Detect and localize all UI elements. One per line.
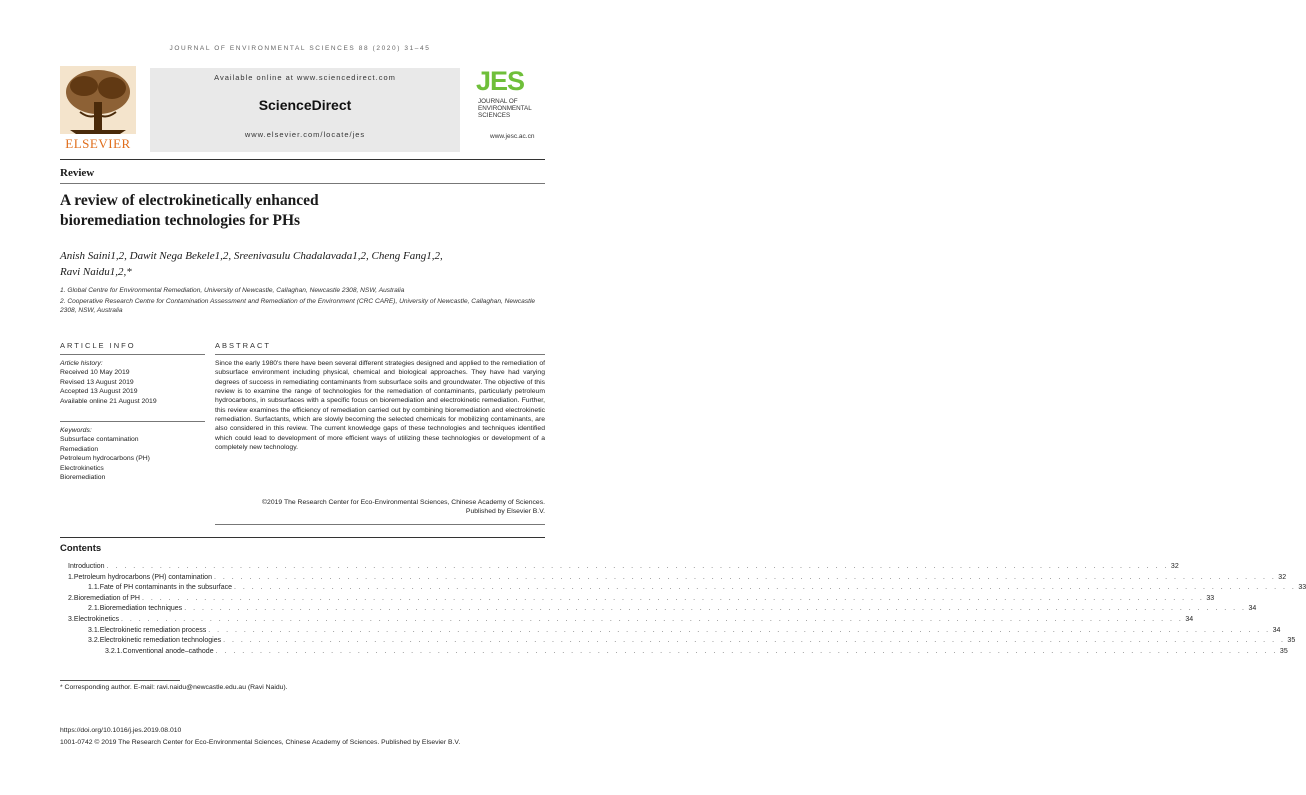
- affiliation-1: 1. Global Centre for Environmental Remediation, University of Newcastle, Callaghan, Newcastle 2308, NSW, Australia: [60, 287, 405, 294]
- toc-number: 2.: [68, 594, 74, 602]
- toc-number: 3.2.1.: [105, 647, 123, 655]
- toc-page-number: 35: [1279, 647, 1288, 655]
- abstract-heading: ABSTRACT: [215, 341, 272, 350]
- type-divider: [60, 183, 545, 184]
- toc-title: Electrokinetic remediation technologies: [99, 637, 222, 645]
- toc-leader-dots: . . . . . . . . . . . . . . . . . . . . . . . . . . . . . . . . . . . . . . . . . . . . . . . . . . . . . . . . . . . . . . . . . . . . . . . . . . . . . . . . . . . . . . . . . . . . . . . . . . . . . . . . . . . . . . . . . . . . . . . .: [106, 563, 1169, 570]
- jes-name-line: JOURNAL OF: [478, 98, 518, 105]
- jes-journal-name: [478, 98, 538, 119]
- toc-page-number: 34: [1248, 605, 1257, 613]
- contents-divider: [60, 537, 545, 538]
- available-date: Available online 21 August 2019: [60, 397, 157, 405]
- toc-title: Bioremediation of PH: [73, 594, 140, 602]
- copyright-line: ©2019 The Research Center for Eco-Environmental Sciences, Chinese Academy of Sciences.: [262, 499, 545, 506]
- toc-page-number: 32: [1170, 563, 1179, 570]
- toc-title: Fate of PH contaminants in the subsurface: [99, 584, 232, 592]
- toc-number: 2.1.: [88, 605, 100, 613]
- toc-title: Conventional anode–cathode: [122, 647, 214, 655]
- toc-entry[interactable]: [60, 647, 1288, 659]
- journal-url-link[interactable]: www.elsevier.com/locate/jes: [244, 130, 366, 139]
- available-online-text: Available online at www.sciencedirect.com: [214, 73, 396, 82]
- toc-leader-dots: . . . . . . . . . . . . . . . . . . . . . . . . . . . . . . . . . . . . . . . . . . . . . . . . . . . . . . . . . . . . . . . . . . . . . . . . . . . . . . . . . . . . . . . . . . . . . . . . . . . . . . . . . . . . . . . . . . . . . . . .: [120, 615, 1184, 623]
- article-info-heading: ARTICLE INFO: [60, 341, 136, 350]
- authors-line: Ravi Naidu1,2,*: [60, 266, 132, 278]
- affiliations: [60, 286, 545, 318]
- toc-entry[interactable]: [60, 563, 1179, 574]
- toc-leader-dots: . . . . . . . . . . . . . . . . . . . . . . . . . . . . . . . . . . . . . . . . . . . . . . . . . . . . . . . . . . . . . . . . . . . . . . . . . . . . . . . . . . . . . . . . . . . . . . . . . . . . . . . . . . . . . . . . . . . . . . . .: [142, 594, 1205, 602]
- author-list: [60, 248, 540, 280]
- history-divider: [60, 421, 205, 422]
- table-of-contents: [60, 563, 1306, 658]
- toc-entry[interactable]: [60, 573, 1287, 585]
- jes-name-line: ENVIRONMENTAL: [478, 105, 532, 112]
- keyword: Bioremediation: [60, 474, 106, 482]
- abstract-text: Since the early 1980's there have been several different strategies designed and applied to the remediation of subsurface environment including physical, chemical and biological approaches. They have had varying degrees of success in remediating contaminants from subsurface soils and groundwater. The objective of this review is to examine the range of technologies for the remediation of contaminants, particularly petroleum hydrocarbons, in subsurfaces with a specific focus on bioremediation and electrokinetic remediation. Further, this review examines the efficiency of remediation carried out by combining bioremediation and electrokinetic remediation. Surfactants, which are slowly becoming the selected chemicals for mobilizing contaminants, are also considered in this review. The current knowledge gaps of these technologies and techniques identified which could lead to development of more efficient ways of utilizing these technologies or development of a completely new technology.: [215, 360, 545, 452]
- keyword: Electrokinetics: [60, 464, 104, 472]
- copyright-line: Published by Elsevier B.V.: [465, 508, 545, 516]
- keywords-label: Keywords:: [60, 427, 92, 434]
- toc-leader-dots: . . . . . . . . . . . . . . . . . . . . . . . . . . . . . . . . . . . . . . . . . . . . . . . . . . . . . . . . . . . . . . . . . . . . . . . . . . . . . . . . . . . . . . . . . . . . . . . . . . . . . . . . . . . . . . . . . . . . . . . .: [233, 584, 1297, 592]
- toc-entry[interactable]: [60, 605, 1257, 616]
- toc-entry[interactable]: [60, 615, 1194, 627]
- keywords-block: [60, 426, 205, 482]
- toc-title: Electrokinetics: [73, 615, 119, 623]
- toc-page-number: 35: [1287, 637, 1296, 645]
- toc-page-number: 34: [1185, 615, 1194, 623]
- toc-entry[interactable]: [60, 637, 1296, 648]
- elsevier-wordmark: ELSEVIER: [65, 136, 131, 151]
- toc-entry[interactable]: [60, 626, 1281, 638]
- keyword: Subsurface contamination: [60, 436, 139, 444]
- toc-title: Bioremediation techniques: [99, 605, 183, 613]
- sciencedirect-title: ScienceDirect: [258, 97, 352, 113]
- toc-page-number: 33: [1206, 594, 1215, 602]
- toc-number: 1.: [68, 573, 74, 581]
- toc-title: Electrokinetic remediation process: [99, 626, 207, 634]
- abstract-divider: [215, 354, 545, 355]
- received-date: Received 10 May 2019: [60, 369, 130, 377]
- jes-url-link[interactable]: www.jesc.ac.cn: [490, 133, 535, 140]
- issn-copyright: 1001-0742 © 2019 The Research Center for Eco-Environmental Sciences, Chinese Academy of Sciences. Published by Elsevier B.V.: [60, 739, 461, 746]
- toc-number: 3.2.: [88, 637, 100, 645]
- toc-title: Petroleum hydrocarbons (PH) contamination: [73, 573, 212, 581]
- revised-date: Revised 13 August 2019: [60, 378, 134, 386]
- toc-leader-dots: . . . . . . . . . . . . . . . . . . . . . . . . . . . . . . . . . . . . . . . . . . . . . . . . . . . . . . . . . . . . . . . . . . . . . . . . . . . . . . . . . . . . . . . . . . . . . . . . . . . . . . . . . . . . . . . . . . . . . . . .: [184, 605, 1247, 613]
- keyword: Remediation: [60, 445, 99, 453]
- article-history: [60, 359, 205, 406]
- abstract-end-divider: [215, 524, 545, 525]
- keyword: Petroleum hydrocarbons (PH): [60, 455, 150, 463]
- authors-line: Anish Saini1,2, Dawit Nega Bekele1,2, Sreenivasulu Chadalavada1,2, Cheng Fang1,2,: [60, 250, 443, 262]
- contents-title: Contents: [60, 543, 102, 554]
- toc-number: 3.: [68, 615, 74, 623]
- toc-page-number: 34: [1272, 626, 1281, 634]
- toc-entry[interactable]: [60, 584, 1306, 595]
- title-line: bioremediation technologies for PHs: [60, 212, 301, 229]
- affiliation-2: 2. Cooperative Research Centre for Contamination Assessment and Remediation of the Environment (CRC CARE), University of Newcastle, Callaghan, Newcastle 2308, NSW, Australia: [60, 298, 536, 315]
- toc-leader-dots: . . . . . . . . . . . . . . . . . . . . . . . . . . . . . . . . . . . . . . . . . . . . . . . . . . . . . . . . . . . . . . . . . . . . . . . . . . . . . . . . . . . . . . . . . . . . . . . . . . . . . . . . . . . . . . . . . . . . . . . .: [213, 573, 1277, 581]
- accepted-date: Accepted 13 August 2019: [60, 388, 138, 396]
- journal-citation-line: JOURNAL OF ENVIRONMENTAL SCIENCES 88 (2020) 31–45: [169, 45, 431, 52]
- abstract-copyright: [215, 498, 545, 517]
- toc-page-number: 33: [1298, 584, 1306, 592]
- corresponding-author-footnote: * Corresponding author. E-mail: ravi.naidu@newcastle.edu.au (Ravi Naidu).: [60, 684, 288, 691]
- header-divider: [60, 159, 545, 160]
- title-line: A review of electrokinetically enhanced: [60, 192, 319, 209]
- article-type-label: Review: [60, 167, 95, 179]
- toc-leader-dots: . . . . . . . . . . . . . . . . . . . . . . . . . . . . . . . . . . . . . . . . . . . . . . . . . . . . . . . . . . . . . . . . . . . . . . . . . . . . . . . . . . . . . . . . . . . . . . . . . . . . . . . . . . . . . . . . . . . . . . . .: [215, 647, 1278, 655]
- toc-leader-dots: . . . . . . . . . . . . . . . . . . . . . . . . . . . . . . . . . . . . . . . . . . . . . . . . . . . . . . . . . . . . . . . . . . . . . . . . . . . . . . . . . . . . . . . . . . . . . . . . . . . . . . . . . . . . . . . . . . . . . . . .: [208, 626, 1271, 634]
- toc-page-number: 32: [1278, 573, 1287, 581]
- footnote-divider: [60, 680, 180, 681]
- toc-leader-dots: . . . . . . . . . . . . . . . . . . . . . . . . . . . . . . . . . . . . . . . . . . . . . . . . . . . . . . . . . . . . . . . . . . . . . . . . . . . . . . . . . . . . . . . . . . . . . . . . . . . . . . . . . . . . . . . . . . . . . . . .: [223, 637, 1286, 645]
- toc-number: 3.1.: [88, 626, 100, 634]
- jes-name-line: SCIENCES: [478, 112, 511, 119]
- toc-number: 1.1.: [88, 584, 100, 592]
- history-label: Article history:: [60, 360, 103, 367]
- doi-link[interactable]: https://doi.org/10.1016/j.jes.2019.08.010: [60, 727, 182, 734]
- toc-entry[interactable]: [60, 594, 1215, 606]
- toc-title: Introduction: [68, 563, 105, 570]
- jes-logo: JES: [476, 66, 525, 96]
- article-info-divider: [60, 354, 205, 355]
- article-title: [60, 191, 540, 231]
